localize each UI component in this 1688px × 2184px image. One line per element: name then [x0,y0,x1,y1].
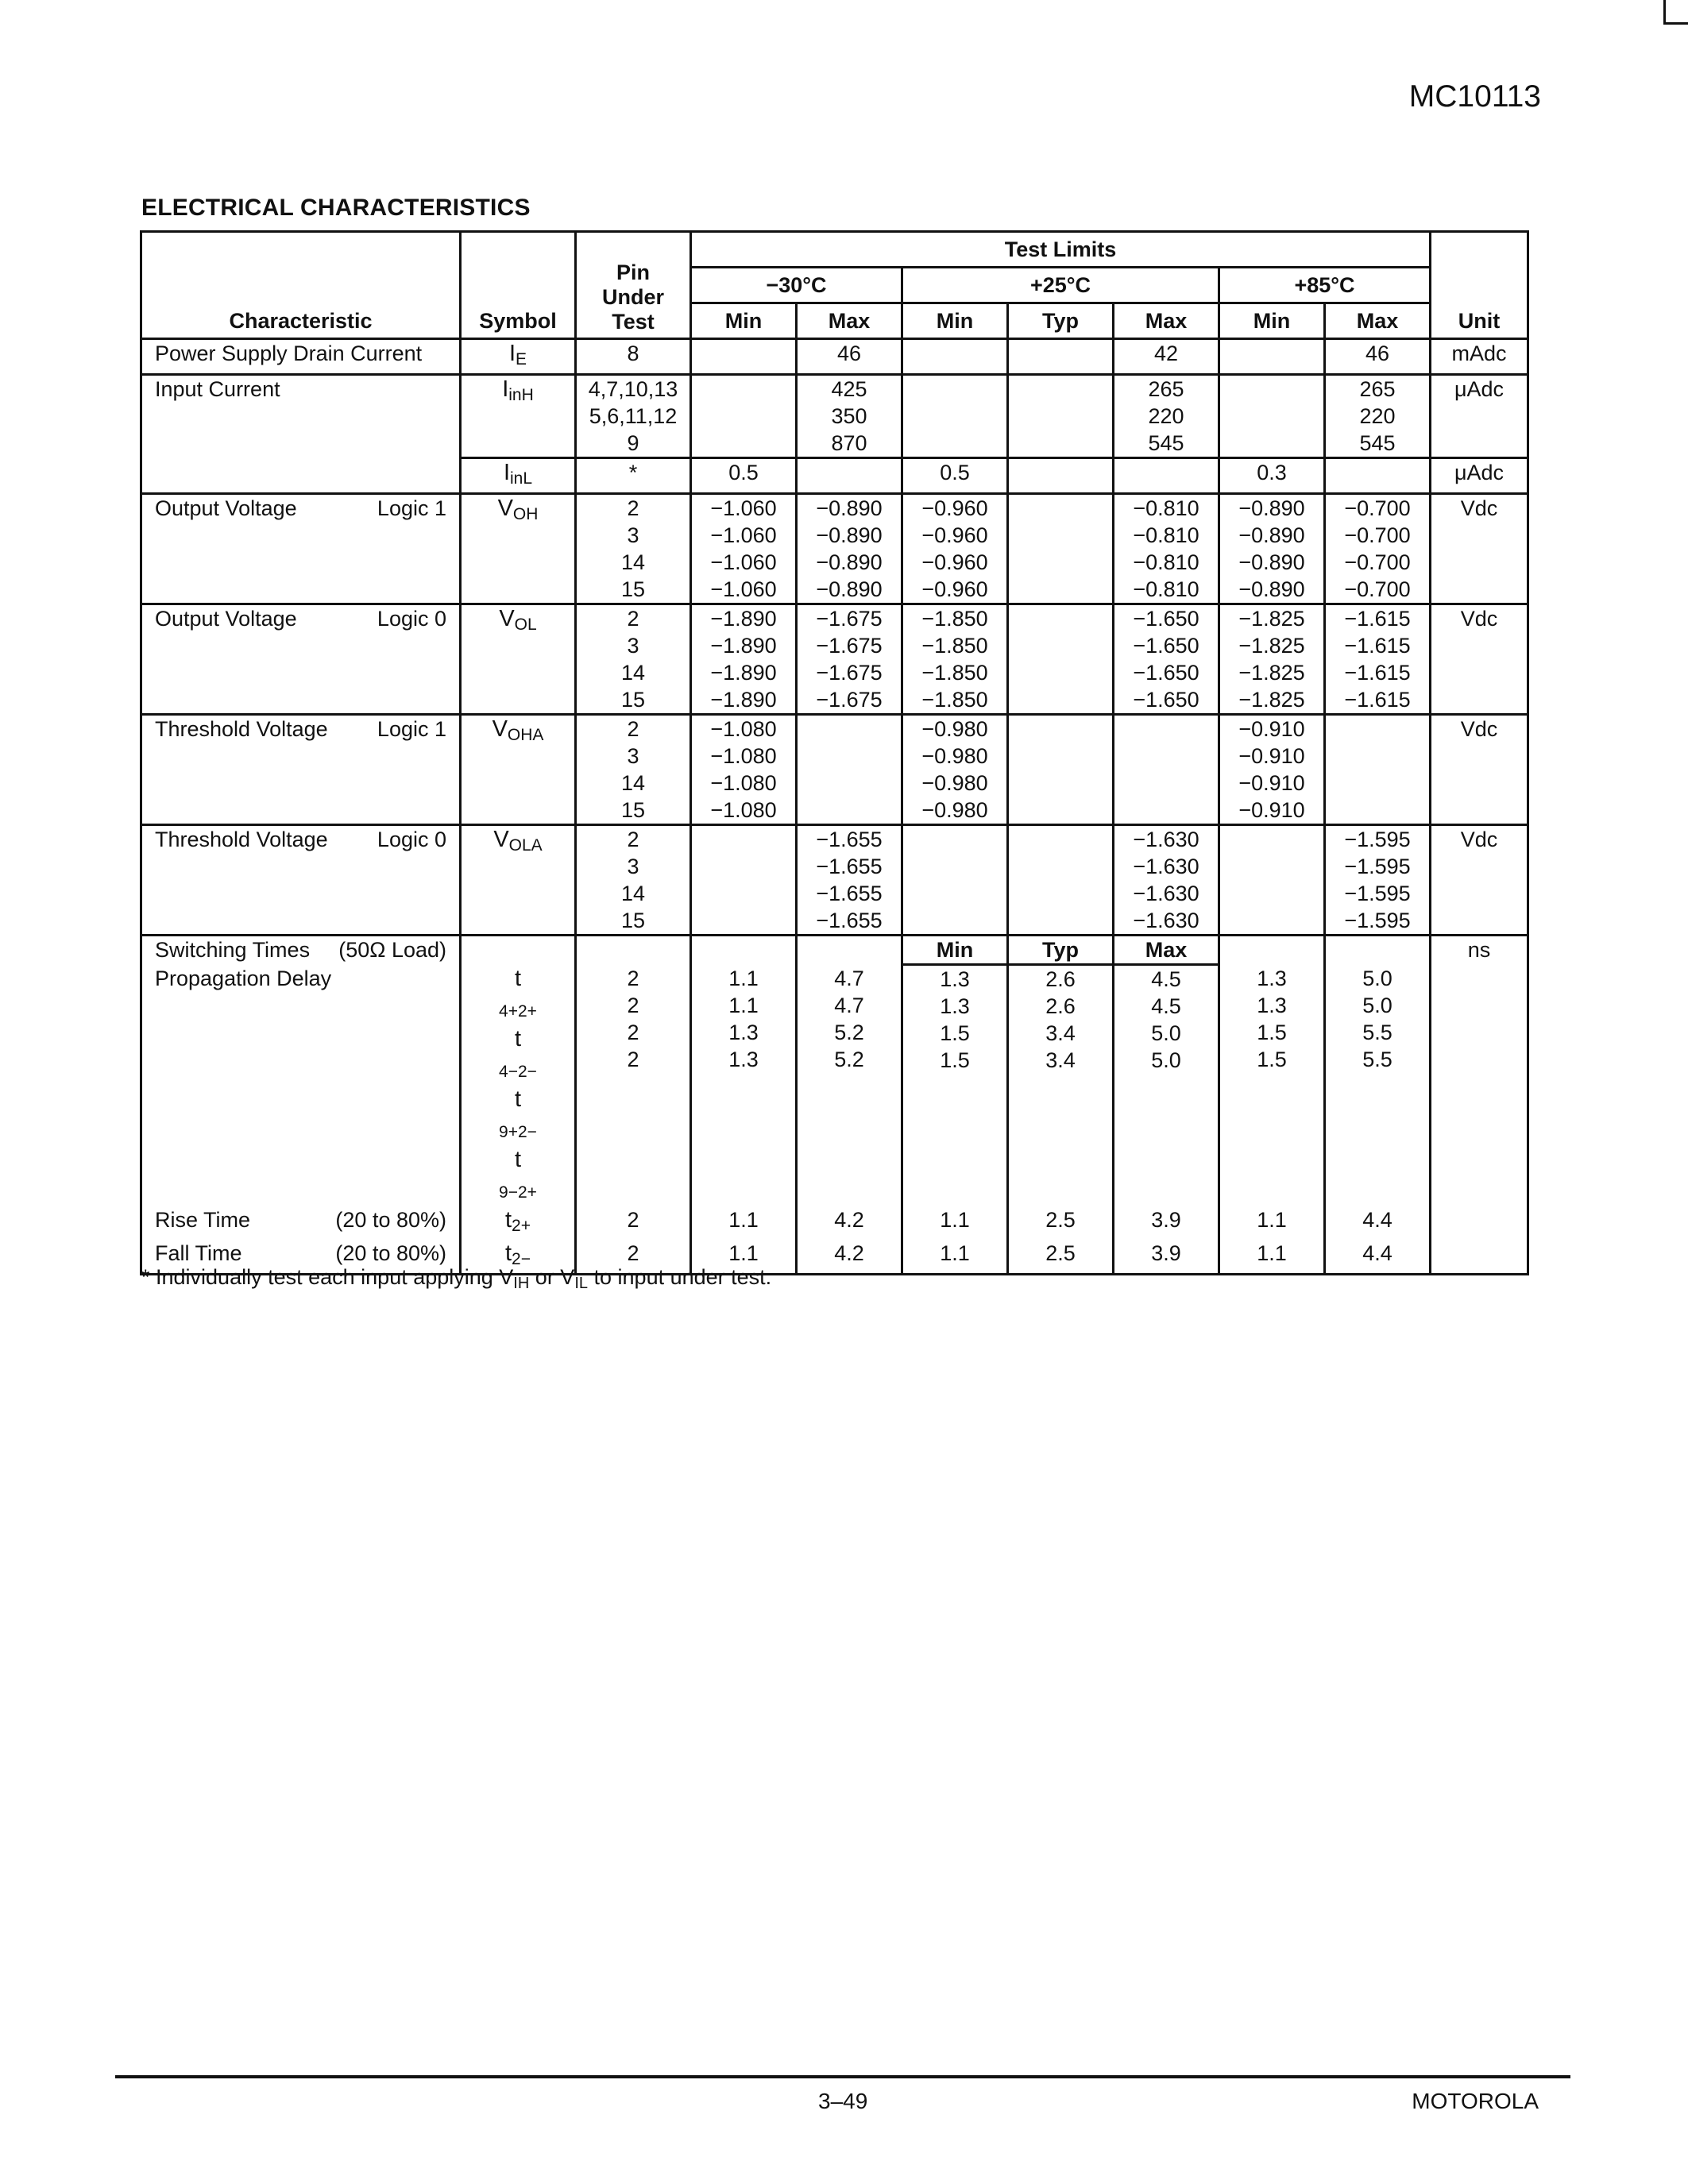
header-max: Max [797,303,902,339]
header-min: Min [691,303,797,339]
table-row: $I_{inL}$ * 0.5 0.5 0.3 μAdc [141,458,1528,494]
table-row: Output Voltage Logic 0 $V_{OL}$ 2 3 14 15 −1.890 −1.890 −1.890 −1.890 −1.675 −1.675 −1.675 −1.675 −1.850 −1.850 −1.850 −1.850 −1.650 −1.650 −1.650 −1.650 −1.825 −1.825 −1.825 −1.825 −1.615 −1.615 −1.615 −1.615 Vdc [141,604,1528,715]
section-title: ELECTRICAL CHARACTERISTICS [141,195,531,221]
brand-name: MOTOROLA [1412,2089,1539,2113]
table-row: Rise Time (20 to 80%) $t_{2+}$ 2 1.1 4.2 1.1 2.5 3.9 1.1 4.4 [141,1206,1528,1240]
footnote: * Individually test each input applying $V_{IH}$ or $V_{IL}$ to input under test. [141,1265,772,1292]
part-number: MC10113 [1408,79,1541,114]
header-pin-under-test: Pin Under Test [576,232,691,339]
table-row: Power Supply Drain Current $I_E$ 8 46 42 46 mAdc [141,339,1528,375]
header-temp-minus30: −30°C [691,268,902,303]
header-min: Min [902,303,1008,339]
table-row: Switching Times (50Ω Load) Min Typ Max ns [141,936,1528,965]
header-typ: Typ [1008,303,1114,339]
header-symbol: Symbol [461,232,576,339]
subheader-max: Max [1114,936,1219,965]
header-max: Max [1114,303,1219,339]
electrical-characteristics-table [140,230,1529,1275]
footer-divider [115,2075,1570,2078]
table-row: Input Current $I_{inH}$ 4,7,10,13 5,6,11,12 9 425 350 870 265 220 545 265 220 545 μAdc [141,375,1528,458]
page-number: 3–49 [818,2089,868,2113]
header-test-limits: Test Limits [691,232,1431,268]
header-temp-plus25: +25°C [902,268,1219,303]
subheader-typ: Typ [1008,936,1114,965]
corner-crop-mark [1663,0,1688,25]
header-characteristic: Characteristic [141,232,461,339]
table-row: Fall Time (20 to 80%) $t_{2-}$ 2 1.1 4.2 1.1 2.5 3.9 1.1 4.4 [141,1240,1528,1275]
table-row: Threshold Voltage Logic 1 $V_{OHA}$ 2 3 14 15 −1.080 −1.080 −1.080 −1.080 −0.980 −0.980 −0.980 −0.980 −0.910 −0.910 −0.910 −0.910 Vdc [141,715,1528,825]
header-unit: Unit [1431,232,1528,339]
subheader-min: Min [902,936,1008,965]
header-max: Max [1325,303,1431,339]
header-temp-plus85: +85°C [1219,268,1431,303]
table-row: Output Voltage Logic 1 $V_{OH}$ 2 3 14 15 −1.060 −1.060 −1.060 −1.060 −0.890 −0.890 −0.890 −0.890 −0.960 −0.960 −0.960 −0.960 −0.810 −0.810 −0.810 −0.810 −0.890 −0.890 −0.890 −0.890 −0.700 −0.700 −0.700 −0.700 Vdc [141,494,1528,604]
table-row: Threshold Voltage Logic 0 $V_{OLA}$ 2 3 14 15 −1.655 −1.655 −1.655 −1.655 −1.630 −1.630 −1.630 −1.630 −1.595 −1.595 −1.595 −1.595 Vdc [141,825,1528,936]
table-row: Propagation Delay t $_{4+2+}$ t $_{4-2-}$ t $_{9+2-}$ t $_{9-2+}$ 2 2 2 2 1.1 1.1 1.3 1.3 4.7 4.7 5.2 5.2 1.3 1.3 1.5 1.5 2.6 2.6 3.4 3.4 4.5 4.5 5.0 5.0 1.3 1.3 1.5 1.5 5.0 5.0 5.5 5.5 [141,965,1528,1206]
header-min: Min [1219,303,1325,339]
